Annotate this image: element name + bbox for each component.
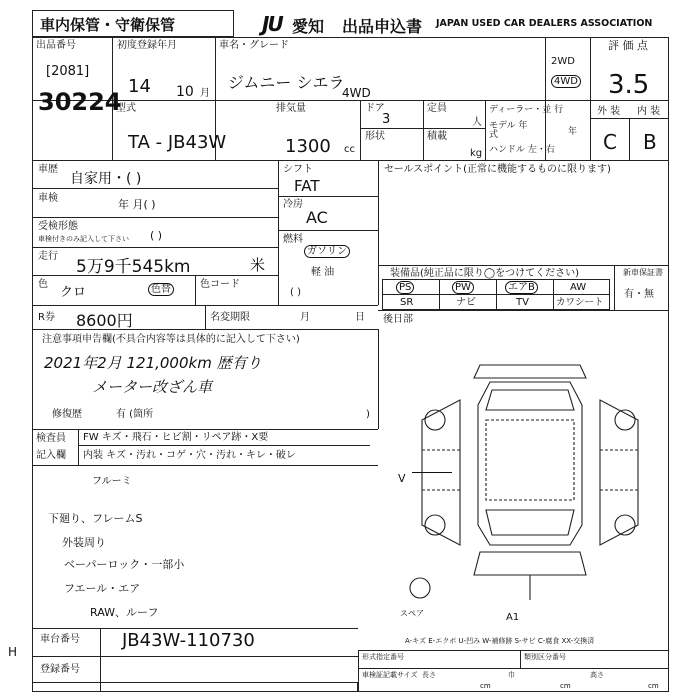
displacement-unit: cc bbox=[344, 144, 355, 155]
inspector-note-5: フエール・エア bbox=[64, 582, 141, 595]
inspector-row2: 内装 キズ・汚れ・コゲ・穴・汚れ・キレ・破レ bbox=[83, 450, 296, 461]
doors-value: 3 bbox=[382, 112, 391, 127]
equip-navi: ナビ bbox=[456, 297, 476, 308]
type-label: 型式 bbox=[116, 103, 136, 114]
model-value: ジムニー シエラ bbox=[228, 73, 345, 92]
lot-number-label: 出品番号 bbox=[36, 40, 76, 51]
inspector-row1: FW キズ・飛石・ヒビ割・リペア跡・X要 bbox=[83, 432, 269, 443]
model-label: 車名・グレード bbox=[219, 40, 289, 51]
model-year-label: モデル 年 式 bbox=[489, 121, 528, 140]
car-damage-diagram bbox=[400, 360, 660, 610]
org-name: 愛知 bbox=[292, 17, 325, 36]
new-warranty-label: 新車保証書 bbox=[623, 268, 663, 277]
shaken-label: 車検 bbox=[38, 193, 58, 204]
length-unit: cm bbox=[480, 682, 491, 690]
equip-airbag: エアB bbox=[505, 281, 538, 294]
equip-sr: SR bbox=[400, 297, 414, 308]
receive-value: ( ) bbox=[150, 229, 163, 242]
right-side-panel bbox=[600, 400, 638, 545]
capacity-label: 定員 bbox=[427, 103, 447, 114]
dealer-label: ディーラー・並 行 bbox=[489, 105, 564, 115]
mileage-label: 走行 bbox=[38, 251, 58, 262]
sales-point-label: セールスポイント(正常に機能するものに限ります) bbox=[384, 164, 611, 175]
receive-label: 受検形態 bbox=[38, 221, 78, 232]
back-seat-label: 後日部 bbox=[383, 314, 413, 325]
vehicle-size-label: 車検証記載サイズ bbox=[362, 671, 418, 679]
fuel-label: 燃料 bbox=[283, 234, 303, 245]
repair-value: 有 (箇所 bbox=[116, 409, 154, 420]
rear-window-shape bbox=[486, 510, 574, 535]
front-bumper bbox=[474, 365, 586, 378]
fuel-diesel: 軽 油 bbox=[311, 267, 335, 278]
history-label: 車歴 bbox=[38, 164, 58, 175]
inspector-note-1: フルーミ bbox=[92, 476, 132, 487]
color-value: クロ bbox=[60, 285, 87, 300]
class-number-label: 類別区分番号 bbox=[524, 653, 566, 661]
year-unit: 年 bbox=[568, 127, 578, 137]
mileage-mark: 米 bbox=[250, 256, 266, 274]
damage-legend: A-キズ E-エクボ U-凹み W-補修跡 S-サビ C-腐食 XX-交換済 bbox=[405, 637, 595, 645]
opt-2wd: 2WD bbox=[551, 56, 575, 67]
equip-ps: PS bbox=[396, 281, 414, 294]
car-mark-a1: A1 bbox=[506, 612, 520, 623]
doors-label: ドア bbox=[365, 103, 385, 114]
displacement-value: 1300 bbox=[285, 136, 331, 157]
inspector-label-2: 記入欄 bbox=[36, 450, 66, 461]
ju-logo: JU bbox=[262, 12, 282, 36]
equipment-label: 装備品(純正品に限り◯をつけてください) bbox=[390, 268, 579, 279]
width-label: 巾 bbox=[508, 671, 515, 679]
score-value: 3.5 bbox=[608, 70, 650, 100]
equip-pw: PW bbox=[452, 281, 474, 294]
form-title: 出品申込書 bbox=[342, 17, 423, 36]
first-reg-label: 初度登録年月 bbox=[117, 40, 177, 51]
reg-year: 14 bbox=[128, 76, 151, 97]
capacity-unit: 人 bbox=[472, 117, 482, 128]
inspector-note-3: 外装周り bbox=[62, 536, 106, 549]
chassis-value: JB43W-110730 bbox=[122, 630, 255, 651]
name-change-month: 月 bbox=[300, 312, 310, 323]
interior-label: 内 装 bbox=[637, 106, 661, 117]
spare-label: スペア bbox=[400, 609, 424, 618]
notes-label: 注意事項申告欄(不具合内容等は具体的に記入して下さい) bbox=[42, 334, 300, 345]
inspector-label: 検査員 bbox=[36, 433, 66, 444]
height-label: 高さ bbox=[590, 671, 604, 679]
equip-leather: カワシート bbox=[556, 297, 604, 308]
shaken-value: 年 月( ) bbox=[118, 198, 156, 211]
reg-month: 10 bbox=[176, 84, 194, 100]
name-change-label: 名変期限 bbox=[210, 312, 250, 323]
width-unit: cm bbox=[560, 682, 571, 690]
repair-label: 修復歴 bbox=[52, 409, 82, 420]
car-body-outline bbox=[478, 382, 582, 545]
side-mark: H bbox=[8, 645, 18, 659]
fuel-gasoline: ガソリン bbox=[304, 245, 350, 258]
shape-label: 形状 bbox=[365, 131, 385, 142]
ac-value: AC bbox=[306, 208, 328, 227]
opt-4wd: 4WD bbox=[551, 75, 581, 88]
inspector-note-4: ベーパーロック・一部小 bbox=[64, 558, 185, 571]
reg-month-unit: 月 bbox=[200, 88, 210, 99]
model-drive: 4WD bbox=[342, 86, 371, 100]
windshield-shape bbox=[486, 390, 574, 410]
handle-label: ハンドル 左・右 bbox=[489, 145, 555, 155]
spare-tire bbox=[410, 578, 430, 598]
recycle-label: R券 bbox=[38, 312, 55, 323]
form-number-label: 形式指定番号 bbox=[362, 653, 404, 661]
interior-grade: B bbox=[643, 130, 657, 154]
type-value: TA - JB43W bbox=[128, 132, 227, 153]
displacement-label: 排気量 bbox=[276, 103, 306, 114]
roof-panel bbox=[486, 420, 574, 500]
history-value: 自家用・( ) bbox=[70, 171, 142, 187]
storage-label: 車内保管・守衛保管 bbox=[40, 16, 176, 34]
association-name: JAPAN USED CAR DEALERS ASSOCIATION bbox=[436, 18, 653, 29]
inspector-note-2: 下廻り、フレームS bbox=[48, 512, 143, 525]
load-unit: kg bbox=[470, 148, 483, 159]
car-mark-v: V bbox=[398, 472, 406, 485]
shift-value: FAT bbox=[294, 177, 320, 195]
plate-strip bbox=[32, 682, 358, 692]
shift-label: シフト bbox=[283, 164, 313, 175]
color-label: 色 bbox=[38, 279, 48, 290]
equip-tv: TV bbox=[516, 297, 529, 308]
notes-line2: メーター改ざん車 bbox=[92, 378, 213, 396]
equip-aw: AW bbox=[570, 282, 587, 293]
inspector-note-6: RAW、ルーフ bbox=[90, 606, 159, 619]
exterior-grade: C bbox=[603, 130, 617, 154]
mileage-value: 5万9千545km bbox=[76, 257, 191, 277]
name-change-day: 日 bbox=[355, 312, 365, 323]
score-label: 評 価 点 bbox=[608, 39, 648, 52]
new-warranty-value: 有・無 bbox=[624, 289, 654, 300]
recycle-value: 8600円 bbox=[76, 311, 133, 330]
notes-line1: 2021年2月 121,000km 歴有り bbox=[44, 354, 262, 372]
receive-note: 車検付きのみ記入して下さい bbox=[38, 235, 129, 243]
exterior-label: 外 装 bbox=[597, 106, 621, 117]
fuel-other: ( ) bbox=[290, 287, 301, 298]
reg-number-label: 登録番号 bbox=[40, 664, 80, 675]
chassis-label: 車台番号 bbox=[40, 634, 80, 645]
color-note: 色替 bbox=[148, 283, 174, 296]
color-code-label: 色コード bbox=[200, 279, 240, 290]
load-label: 積載 bbox=[427, 131, 447, 142]
repair-close: ) bbox=[366, 409, 370, 420]
ac-label: 冷房 bbox=[283, 199, 303, 210]
rear-bumper bbox=[474, 552, 586, 575]
height-unit: cm bbox=[648, 682, 659, 690]
lot-bracket: [2081] bbox=[46, 64, 90, 79]
length-label: 長さ bbox=[422, 671, 436, 679]
lot-number: 30224 bbox=[38, 88, 122, 116]
